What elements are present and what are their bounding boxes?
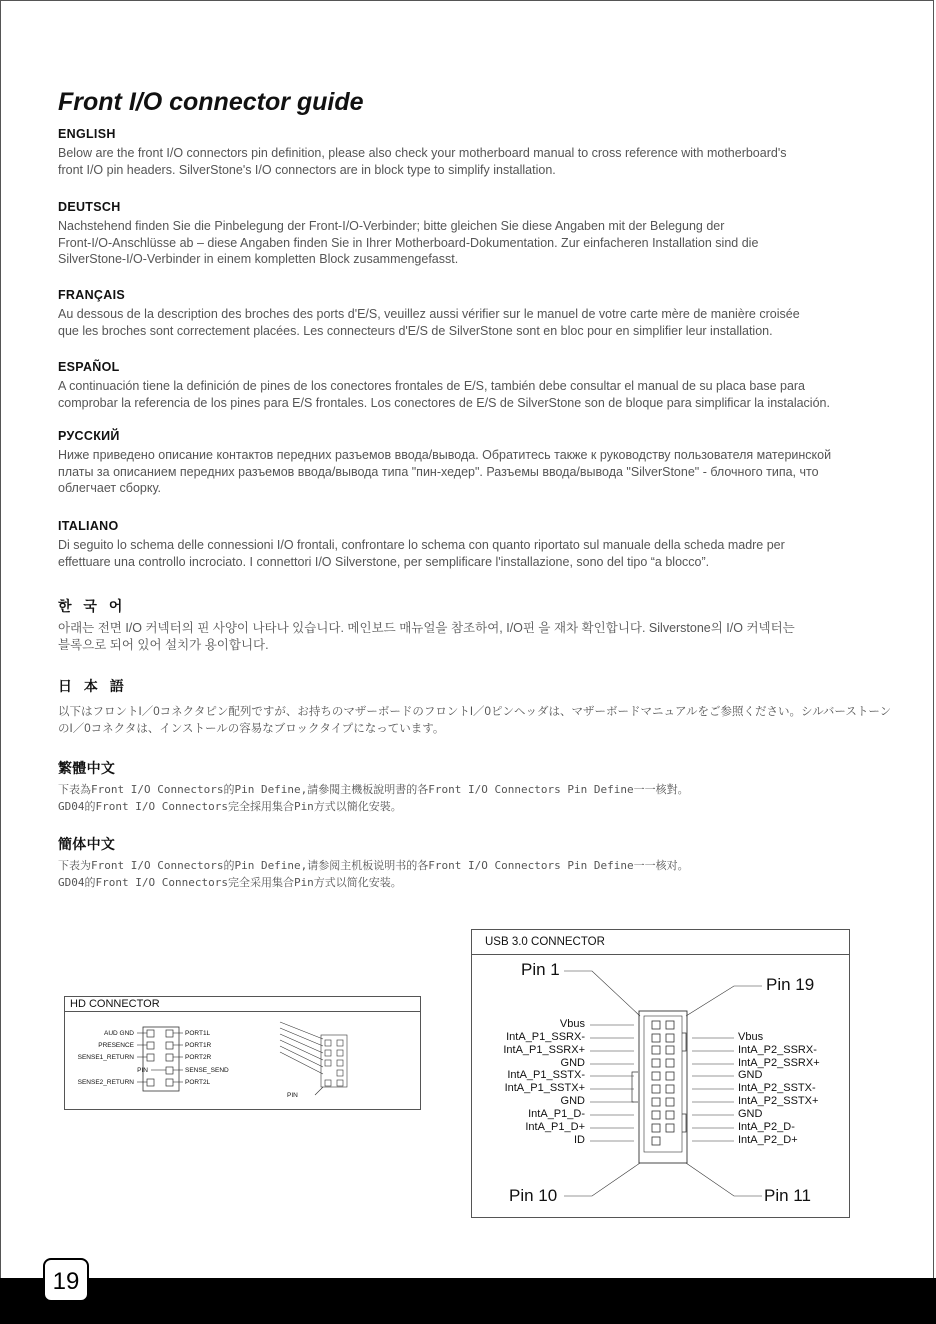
section-italiano — [58, 519, 918, 570]
usb-left-label: ID — [574, 1134, 585, 1146]
hd-left-label: PRESENCE — [98, 1042, 134, 1049]
hd-left-label: SENSE2_RETURN — [77, 1079, 134, 1086]
usb-left-label: IntA_P1_SSTX+ — [504, 1082, 585, 1094]
section-english — [58, 127, 918, 178]
usb-right-label: IntA_P2_D+ — [738, 1134, 798, 1146]
section-heading: ENGLISH — [58, 127, 116, 141]
usb-left-label: GND — [560, 1057, 585, 1069]
section-espanol — [58, 360, 918, 411]
section-heading: 한 국 어 — [58, 598, 127, 614]
section-heading: FRANÇAIS — [58, 288, 125, 302]
hd-connector-title: HD CONNECTOR — [70, 998, 160, 1010]
usb-left-label: IntA_P1_SSRX- — [506, 1031, 585, 1043]
usb-right-label: IntA_P2_SSRX- — [738, 1044, 817, 1056]
section-francais — [58, 288, 918, 339]
usb-left-label: IntA_P1_D+ — [525, 1121, 585, 1133]
section-text: A continuación tiene la definición de pines de los conectores frontales de E/S, también debe consultar el manual de su placa base para comprobar la referencia de los pines para E/S frontales. Los conectores de E/S de SilverStone son de bloque para simplificar la instalación. — [58, 379, 830, 410]
section-text: 以下はフロントI／0コネクタピン配列ですが、お持ちのマザーボードのフロントI／0ピンヘッダは、マザーボードマニュアルをご参照ください。シルバーストーン のI／0コネクタは、インストールの容易なブロックタイプになっています。 — [58, 706, 892, 735]
usb-left-label: IntA_P1_SSRX+ — [503, 1044, 585, 1056]
hd-left-label: SENSE1_RETURN — [77, 1054, 134, 1061]
usb-right-label: IntA_P2_SSRX+ — [738, 1057, 820, 1069]
hd-right-label: PORT2R — [185, 1054, 212, 1061]
section-text: 아래는 전면 I/O 커넥터의 핀 사양이 나타나 있습니다. 메인보드 매뉴얼을 참조하여, I/O핀 을 재차 확인합니다. Silverstone의 I/O 커넥터는 블록으로 되어 있어 설치가 용이합니다. — [58, 621, 795, 652]
hd-connector-pinout — [65, 997, 420, 1109]
hd-connector-diagram — [64, 996, 421, 1110]
hd-left-label: PIN — [137, 1067, 148, 1074]
section-russian — [58, 429, 918, 497]
usb-right-label: GND — [738, 1108, 763, 1120]
usb3-connector-diagram — [471, 929, 850, 1218]
footer-bar — [0, 1278, 936, 1324]
usb-left-label: IntA_P1_SSTX- — [507, 1069, 585, 1081]
usb-left-label: IntA_P1_D- — [528, 1108, 585, 1120]
usb-left-label: GND — [560, 1095, 585, 1107]
hd-right-label: SENSE_SEND — [185, 1067, 229, 1074]
section-simplified-chinese — [58, 834, 918, 891]
hd-left-label: AUD GND — [104, 1030, 134, 1037]
usb-right-label: GND — [738, 1069, 763, 1081]
usb-pin1-label: Pin 1 — [521, 960, 560, 979]
page-title: Front I/O connector guide — [58, 88, 364, 116]
section-heading: ITALIANO — [58, 519, 119, 533]
section-heading: РУССКИЙ — [58, 429, 120, 443]
usb3-connector-title: USB 3.0 CONNECTOR — [485, 936, 605, 948]
section-text: Ниже приведено описание контактов передних разъемов ввода/вывода. Обратитесь также к руководству пользователя материнской платы за описанием передних разъемов ввода/вывода типа "пин-хедер". Разъемы ввода/вывода "SilverStone" - блочного типа, что облегчает сборку. — [58, 448, 832, 495]
section-heading: 日 本 語 — [58, 678, 128, 694]
hd-right-label: PORT1R — [185, 1042, 212, 1049]
usb-pin11-label: Pin 11 — [764, 1186, 811, 1205]
section-heading: DEUTSCH — [58, 200, 121, 214]
usb-right-label: IntA_P2_SSTX+ — [738, 1095, 819, 1107]
section-heading: ESPAÑOL — [58, 360, 120, 374]
hd-right-label: PORT2L — [185, 1079, 211, 1086]
page-number: 19 — [43, 1258, 89, 1302]
usb-right-label: IntA_P2_D- — [738, 1121, 795, 1133]
section-text: 下表為Front I/O Connectors的Pin Define,請參閱主機板說明書的各Front I/O Connectors Pin Define一一核對。 GD04的Front I/O Connectors完全採用集合Pin方式以簡化安裝。 — [58, 783, 689, 813]
usb-pin10-label: Pin 10 — [509, 1186, 558, 1205]
section-heading: 簡体中文 — [58, 836, 116, 852]
hd-pin-label: PIN — [287, 1092, 298, 1099]
section-text: Below are the front I/O connectors pin definition, please also check your motherboard manual to cross reference with motherboard's front I/O pin headers. SilverStone's I/O connectors are in block type to simplify installation. — [58, 146, 787, 177]
section-deutsch — [58, 200, 918, 268]
usb-right-label: Vbus — [738, 1031, 764, 1043]
section-text: Au dessous de la description des broches des ports d'E/S, veuillez aussi vérifier sur le manuel de votre carte mère de manière croisée que les broches sont correctement placées. Les connecteurs d'E/S de SilverStone sont en bloc pour en simplifier leur installation. — [58, 307, 800, 338]
usb-left-label: Vbus — [559, 1018, 585, 1030]
section-text: Di seguito lo schema delle connessioni I/O frontali, confrontare lo schema con quanto riportato sul manuale della scheda madre per effettuare una controllo incrociato. I connettori I/O Silverstone, per semplificare l'installazione, sono del tipo “a blocco”. — [58, 538, 785, 569]
section-traditional-chinese — [58, 758, 918, 815]
section-heading: 繁體中文 — [58, 760, 116, 776]
usb-pin19-label: Pin 19 — [766, 975, 815, 994]
section-text: 下表为Front I/O Connectors的Pin Define,请参阅主机板说明书的各Front I/O Connectors Pin Define一一核对。 GD04的Front I/O Connectors完全采用集合Pin方式以简化安装。 — [58, 859, 689, 889]
hd-right-label: PORT1L — [185, 1030, 211, 1037]
section-text: Nachstehend finden Sie die Pinbelegung der Front-I/O-Verbinder; bitte gleichen Sie diese Angaben mit der Belegung der Front-I/O-Anschlüsse ab – diese Angaben finden Sie in Ihrer Motherboard-Dokumentation. Zur einfacheren Installation sind die SilverStone-I/O-Verbinder in einem kompletten Block zusammengefasst. — [58, 219, 759, 266]
section-korean — [58, 596, 918, 653]
usb-right-label: IntA_P2_SSTX- — [738, 1082, 816, 1094]
section-japanese — [58, 676, 918, 737]
